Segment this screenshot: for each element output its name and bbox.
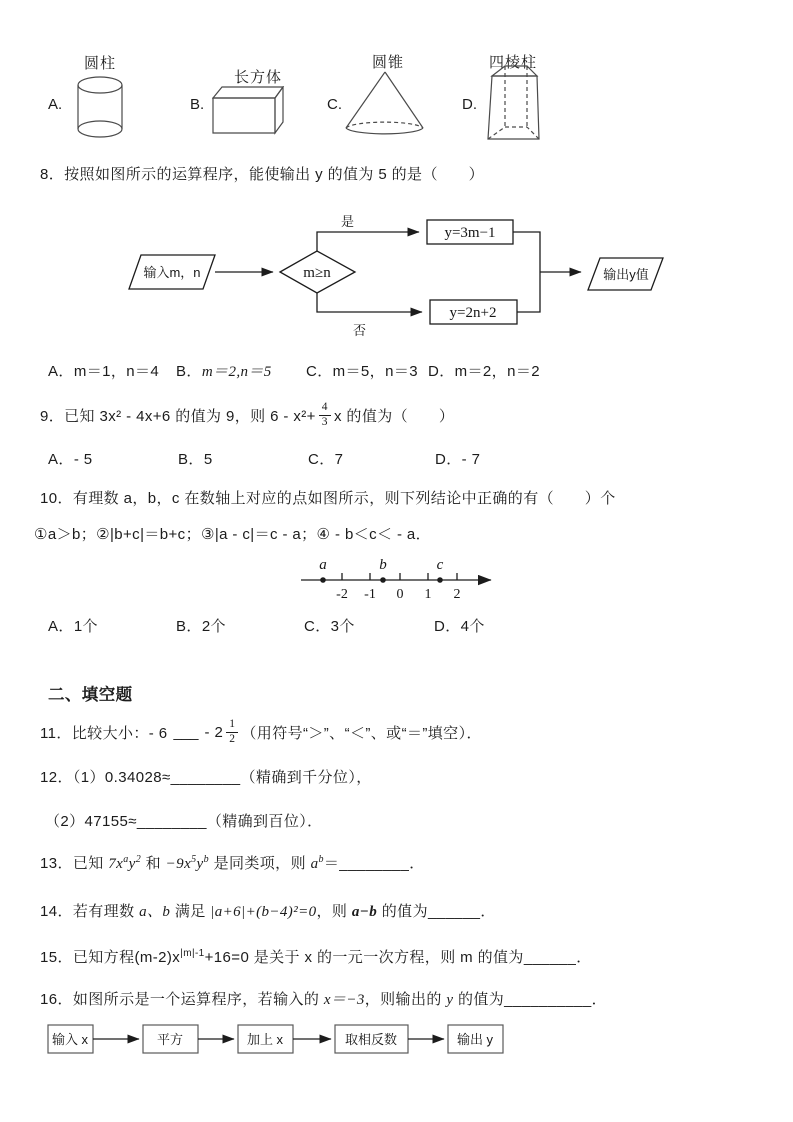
cone-icon [344, 70, 426, 138]
flowchart-no-label: 否 [353, 323, 367, 338]
option-letter-b: B. [190, 96, 205, 113]
flowchart-yes-label: 是 [341, 214, 355, 229]
point-c-dot [437, 577, 443, 583]
tick-label: 1 [424, 587, 432, 602]
no-branch-line [317, 293, 422, 312]
q8-option-a: A．m＝1，n＝4 [48, 363, 160, 380]
q10-option-a: A．1个 [48, 618, 98, 635]
point-b-label: b [379, 557, 387, 573]
option-letter-a: A. [48, 96, 63, 113]
q11-text: 11．比较大小：- 6 ___ - 2 $\frac{1}{2}$ （用符号“＞”、“＜”、或“＝”填空）． [40, 718, 482, 745]
opposite-box-label: 取相反数 [344, 1032, 398, 1047]
flowchart-no-box-label: y=2n+2 [449, 305, 497, 321]
number-line [293, 556, 508, 602]
q9-option-c: C．7 [308, 451, 344, 468]
q12-line2: （2）47155≈________（精确到百位）． [45, 813, 323, 830]
q14-text: 14．若有理数 a、b 满足 |a+6|+(b−4)²=0，则 a−b 的值为______． [40, 903, 496, 920]
point-a-dot [320, 577, 326, 583]
q16-text: 16．如图所示是一个运算程序，若输入的 x＝−3，则输出的 y 的值为__________． [40, 991, 607, 1008]
fraction-4-3: $\frac{4}{3}$ [319, 401, 331, 428]
cylinder-icon [76, 76, 124, 140]
q9-option-d: D．- 7 [435, 451, 481, 468]
q10-statements: ①a＞b；②|b+c|＝b+c；③|a - c|＝c - a；④ - b＜c＜ - a． [34, 526, 432, 543]
tick-label: 0 [396, 587, 404, 602]
point-b-dot [380, 577, 386, 583]
q9-option-b: B．5 [178, 451, 213, 468]
flowchart-condition-label: m≥n [303, 265, 331, 281]
option-letter-d: D. [462, 96, 477, 113]
tick-label: 2 [453, 587, 461, 602]
tick-label: -2 [336, 587, 348, 602]
point-c-label: c [436, 557, 444, 573]
q8-text: 8．按照如图所示的运算程序，能使输出 y 的值为 5 的是（ ） [40, 166, 485, 183]
tick-label: -1 [364, 587, 376, 602]
q12-line1: 12．（1）0.34028≈________（精确到千分位）， [40, 769, 372, 786]
fraction-1-2: $\frac{1}{2}$ [226, 718, 238, 745]
cone-title: 圆锥 [371, 54, 404, 71]
q10-option-b: B．2个 [176, 618, 226, 635]
option-letter-c: C. [327, 96, 342, 113]
flowchart-input-label: 输入m，n [143, 265, 201, 280]
q8-option-c: C．m＝5，n＝3 [306, 363, 418, 380]
answer-blank: ___ [173, 723, 199, 741]
prism-title: 四棱柱 [488, 54, 537, 71]
q10-option-d: D．4个 [434, 618, 485, 635]
q10-text: 10．有理数 a，b，c 在数轴上对应的点如图所示，则下列结论中正确的有（ ）个 [40, 490, 616, 507]
q15-text: 15．已知方程$(m-2)x^{|m|-1}+16=0$ 是关于 x 的一元一次方程，则 m 的值为______． [40, 948, 592, 966]
cuboid-title: 长方体 [233, 69, 282, 86]
yes-branch-line [317, 232, 419, 251]
flowchart-yes-box-label: y=3m−1 [444, 225, 496, 241]
cuboid-icon [212, 86, 286, 135]
flowchart-output-label: 输出y值 [603, 267, 649, 282]
q10-option-c: C．3个 [304, 618, 355, 635]
q8-flowchart [95, 205, 695, 345]
q8-option-b: B．m＝2,n＝5 [176, 363, 272, 380]
square-box-label: 平方 [156, 1032, 184, 1047]
point-a-label: a [319, 557, 327, 573]
q13-text: 13．已知 $7x^ay^2$ 和 $-9x^5y^b$ 是同类项，则 $a^b=\_\_\_\_\_\_\_\_$． [40, 854, 425, 872]
section-title: 二、填空题 [48, 686, 133, 704]
output-box-label: 输出 y [456, 1032, 494, 1047]
q9-text: 9．已知 3x² - 4x+6 的值为 9，则 6 - x²+ $\frac{4}{3}$ x 的值为（ ） [40, 401, 455, 428]
input-box-label: 输入 x [51, 1032, 89, 1047]
add-x-box-label: 加上 x [246, 1032, 284, 1047]
cylinder-title: 圆柱 [83, 55, 116, 72]
q16-flowchart [40, 1022, 520, 1058]
q9-option-a: A．- 5 [48, 451, 93, 468]
square-prism-icon [486, 64, 542, 142]
q8-option-d: D．m＝2，n＝2 [428, 363, 540, 380]
